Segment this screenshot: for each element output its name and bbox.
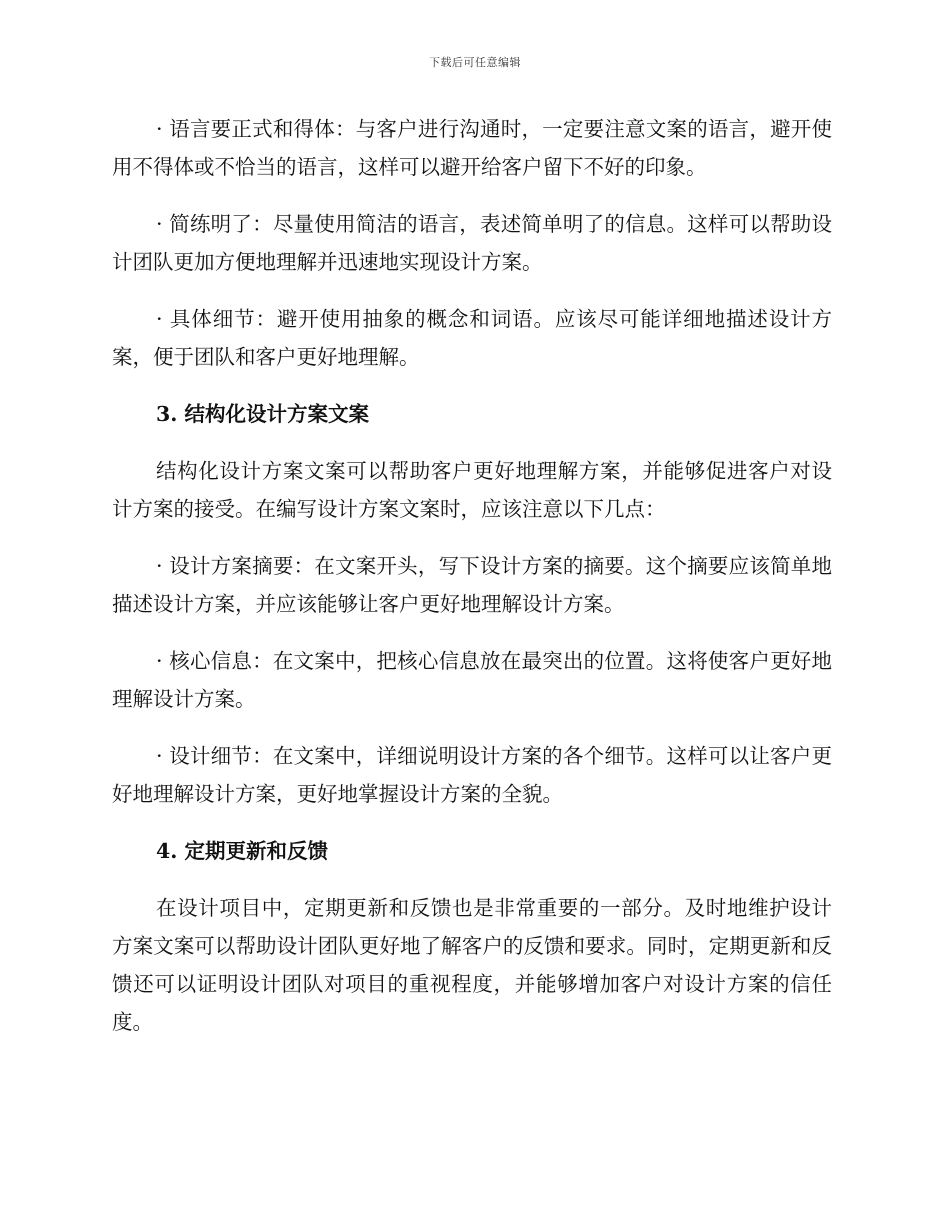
bullet-paragraph-language: · 语言要正式和得体：与客户进行沟通时，一定要注意文案的语言，避开使用不得体或不恰当的语言，这样可以避开给客户留下不好的印象。 [112,117,832,179]
bullet-paragraph-details: · 具体细节：避开使用抽象的概念和词语。应该尽可能详细地描述设计方案，便于团队和客户更好地理解。 [112,307,832,369]
section-3-intro-paragraph: 结构化设计方案文案可以帮助客户更好地理解方案，并能够促进客户对设计方案的接受。在编写设计方案文案时，应该注意以下几点： [112,459,832,521]
section-heading-3: 3. 结构化设计方案文案 [156,402,370,426]
bullet-paragraph-core-info: · 核心信息：在文案中，把核心信息放在最突出的位置。这将使客户更好地理解设计方案。 [112,649,832,711]
section-4-paragraph: 在设计项目中，定期更新和反馈也是非常重要的一部分。及时地维护设计方案文案可以帮助设计团队更好地了解客户的反馈和要求。同时，定期更新和反馈还可以证明设计团队对项目的重视程度，并能够增加客户对设计方案的信任度。 [112,896,832,1034]
bullet-paragraph-summary: · 设计方案摘要：在文案开头，写下设计方案的摘要。这个摘要应该简单地描述设计方案，并应该能够让客户更好地理解设计方案。 [112,554,832,616]
bullet-paragraph-concise: · 简练明了：尽量使用简洁的语言，表述简单明了的信息。这样可以帮助设计团队更加方便地理解并迅速地实现设计方案。 [112,212,832,274]
document-body [112,110,832,1060]
section-heading-4: 4. 定期更新和反馈 [156,839,329,863]
bullet-paragraph-design-details: · 设计细节：在文案中，详细说明设计方案的各个细节。这样可以让客户更好地理解设计方案，更好地掌握设计方案的全貌。 [112,744,832,806]
page-header: 下载后可任意编辑 [429,56,521,69]
